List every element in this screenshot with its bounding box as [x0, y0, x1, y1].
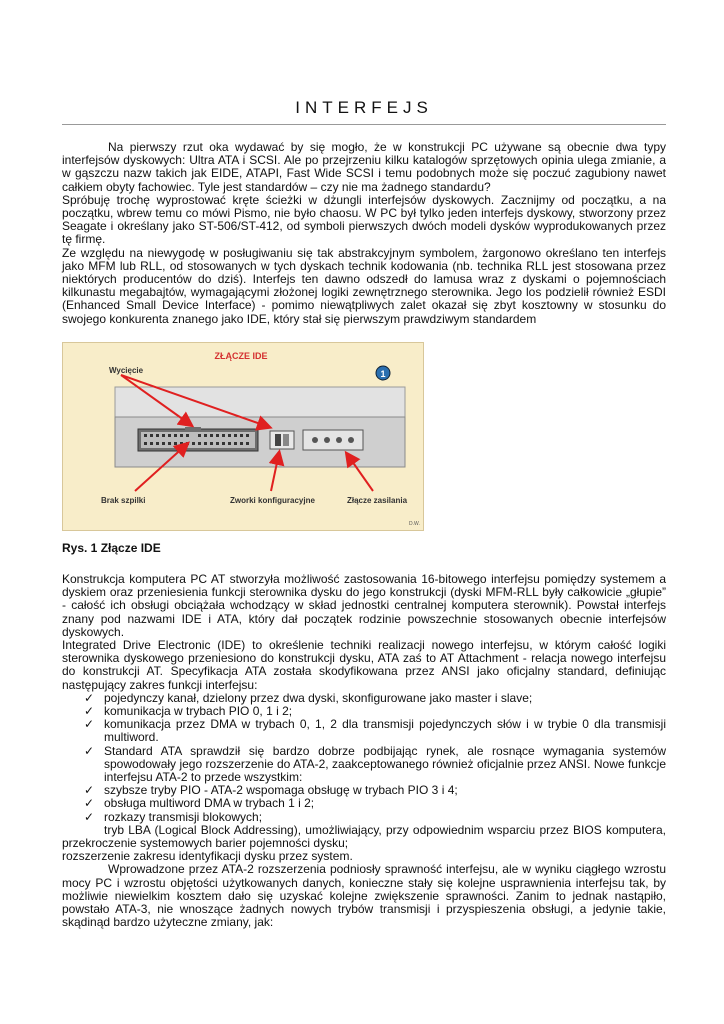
body-section — [62, 573, 666, 929]
checkmark-icon: ✓ — [84, 743, 95, 758]
ide-connector-illustration — [63, 343, 423, 530]
feature-list — [62, 692, 666, 824]
intro-paragraph-3: Ze względu na niewygodę w posługiwaniu się tak abstrakcyjnym symbolem, żargonowo określano ten interfejs jako MFM lub RLL, od stosowanych w tych dyskach technik kodowania (nb. technika RLL jest stosowana przez niektórych producentów do dziś). Interfejs ten dawno odszedł do lamusa wraz z dyskami o pojemnościach kilkunastu megabajtów, wymagającymi złożonej logiki zewnętrznego sterownika. Jego los podzielił również ESDI (Enhanced Small Device Interface) - pomimo niewątpliwych zalet okazał się zbyt kosztowny w stosunku do swojego konkurenta znanego jako IDE, który stał się pierwszym prawdziwym standardem — [62, 245, 666, 326]
list-item: ✓ obsługa multiword DMA w trybach 1 i 2; — [84, 796, 315, 811]
checkmark-icon: ✓ — [84, 796, 95, 811]
title-rule — [62, 124, 666, 125]
checkmark-icon: ✓ — [84, 783, 95, 798]
body-paragraph-1: Konstrukcja komputera PC AT stworzyła możliwość zastosowania 16-bitowego interfejsu pomiędzy systemem a dyskiem oraz przeniesienia funkcji sterownika dysku do jego konstrukcji (dyski MFM-RLL były całkowicie „głupie” - całość ich obsługi obciążała wchodzący w skład jednostki centralnej komputera sterownik). Powstał interfejs znany pod nazwami IDE i ATA, który dał początek rodzinie powszechnie stosowanych obecnie interfejsów dyskowych. — [62, 572, 666, 639]
label-notches: Wycięcie — [109, 366, 144, 375]
checkmark-icon: ✓ — [84, 717, 95, 732]
list-item: ✓ Standard ATA sprawdził się bardzo dobrze podbijając rynek, ale rosnące wymagania systemów spowodowały jego rozszerzenie do ATA-2, zaakceptowanego również oficjalnie przez ANSI. Nowe funkcje interfejsu ATA-2 to przede wszystkim: — [84, 743, 666, 785]
body-paragraph-4: Wprowadzone przez ATA-2 rozszerzenia podniosły sprawność interfejsu, ale w wyniku ciągłego wzrostu mocy PC i wzrostu objętości użytkowanych danych, konieczne stały się kolejne usprawnienia interfejsu tak, by możliwie niewielkim kosztem dało się uzyskać kolejne zwiększenie sprawności. Zanim to jednak nastąpiło, powstało ATA-3, nie wnoszące żadnych nowych trybów transmisji i przyspieszenia obsługi, a jedynie takie, skądinąd bardzo użyteczne zmiany, jak: — [62, 862, 666, 930]
figure-caption: Rys. 1 Złącze IDE — [62, 541, 161, 555]
checkmark-icon: ✓ — [84, 809, 95, 824]
list-item: ✓ komunikacja w trybach PIO 0, 1 i 2; — [84, 704, 293, 719]
connector-notch — [185, 427, 201, 431]
body-paragraph-2: Integrated Drive Electronic (IDE) to określenie techniki realizacji nowego interfejsu, w którym całość logiki sterownika dyskowego przeniesiono do konstrukcji dysku, ATA zaś to AT Attachment - relacja nowego interfejsu do konstrukcji AT. Specyfikacja ATA została skodyfikowana przez ANSI jako oficjalny standard, definiując następujący zakres funkcji interfejsu: — [62, 638, 666, 692]
jumper-block — [270, 431, 294, 449]
list-item: ✓ rozkazy transmisji blokowych; — [84, 809, 263, 824]
list-item: ✓ komunikacja przez DMA w trybach 0, 1, 2 dla transmisji pojedynczych słów i w trybie 0 dla transmisji multiword. — [84, 717, 666, 745]
lba-paragraph: tryb LBA (Logical Block Addressing), umożliwiający, przy odpowiednim wsparciu przez BIOS komputera, przekroczenie systemowych barier pojemności dysku; — [62, 822, 666, 851]
label-missing-pin: Brak szpilki — [101, 496, 146, 505]
ide-connector-figure — [62, 342, 424, 531]
label-power: Złącze zasilania — [347, 496, 408, 505]
svg-text:1: 1 — [380, 369, 386, 379]
figure-corner-mark: D.W. — [409, 521, 420, 527]
figure-title: ZŁĄCZE IDE — [214, 351, 268, 361]
intro-section — [62, 141, 666, 326]
page-title: INTERFEJS — [295, 98, 433, 117]
checkmark-icon: ✓ — [84, 704, 95, 719]
intro-paragraph-2: Spróbuję trochę wyprostować kręte ścieżki w dżungli interfejsów dyskowych. Zacznijmy od początku, a na początku, wbrew temu co mówi Pismo, nie było chaosu. W PC był tylko jeden interfejs dyskowy, stworzony przez Seagate i określany jako ST-506/ST-412, od symboli pierwszych dwóch modeli dysków wyprodukowanych przez tę firmę. — [62, 192, 666, 247]
checkmark-icon: ✓ — [84, 690, 95, 705]
list-item: ✓ szybsze tryby PIO - ATA-2 wspomaga obsługę w trybach PIO 3 i 4; — [84, 783, 458, 798]
label-jumpers: Zworki konfiguracyjne — [230, 496, 315, 505]
list-item: ✓ pojedynczy kanał, dzielony przez dwa dyski, skonfigurowane jako master i slave; — [84, 690, 533, 705]
intro-paragraph-1: Na pierwszy rzut oka wydawać by się mogło, że w konstrukcji PC używane są obecnie dwa typy interfejsów dyskowych: Ultra ATA i SCSI. Ale po przejrzeniu kilku katalogów sprzętowych opinia ulega zmianie, a w gąszczu nazw takich jak EIDE, ATAPI, Fast Wide SCSI i temu podobnych może się poczuć zagubiony nawet całkiem obyty fachowiec. Tyle jest standardów – czy nie ma żadnego standardu? — [62, 140, 666, 194]
body-paragraph-3: rozszerzenie zakresu identyfikacji dysku przez system. — [62, 849, 353, 864]
